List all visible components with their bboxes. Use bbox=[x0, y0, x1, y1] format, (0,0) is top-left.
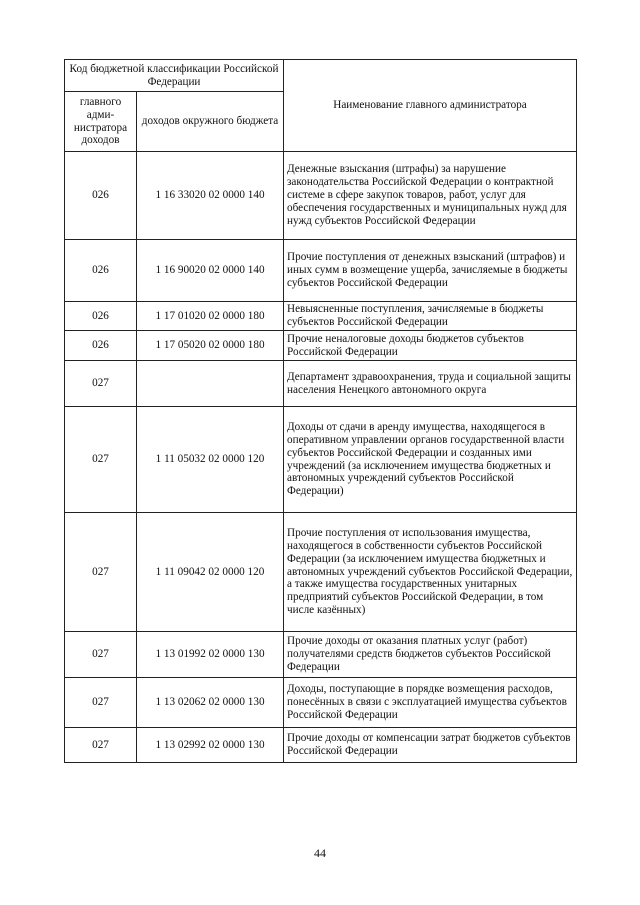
income-code-cell: 1 13 01992 02 0000 130 bbox=[137, 632, 284, 678]
admin-code-cell: 027 bbox=[65, 513, 137, 632]
administrator-name-cell: Доходы от сдачи в аренду имущества, находящегося в оперативном управлении органов государственной власти субъектов Российской Федерации и созданных ими учреждений (за исключением имущества бюджетных и автономных учреждений субъектов Российской Федерации) bbox=[284, 407, 577, 513]
administrator-name-cell: Прочие доходы от компенсации затрат бюджетов субъектов Российской Федерации bbox=[284, 728, 577, 763]
header-administrator-name: Наименование главного администратора bbox=[284, 60, 577, 152]
table-row bbox=[65, 331, 577, 361]
administrator-name-cell: Прочие доходы от оказания платных услуг (работ) получателями средств бюджетов субъектов Российской Федерации bbox=[284, 632, 577, 678]
table-row bbox=[65, 728, 577, 763]
table-row bbox=[65, 678, 577, 728]
administrator-name-cell: Доходы, поступающие в порядке возмещения расходов, понесённых в связи с эксплуатацией имущества субъектов Российской Федерации bbox=[284, 678, 577, 728]
admin-code-cell: 027 bbox=[65, 728, 137, 763]
admin-code-cell: 026 bbox=[65, 240, 137, 302]
income-code-cell: 1 17 05020 02 0000 180 bbox=[137, 331, 284, 361]
department-name-cell: Департамент здравоохранения, труда и социальной защиты населения Ненецкого автономного округа bbox=[284, 361, 577, 407]
administrator-name-cell: Прочие поступления от использования имущества, находящегося в собственности субъектов Российской Федерации (за исключением имущества бюджетных и автономных учреждений субъектов Российской Федерации, а также имущества государственных унитарных предприятий субъектов Российской Федерации, в том числе казённых) bbox=[284, 513, 577, 632]
admin-code-cell: 026 bbox=[65, 302, 137, 331]
admin-code-cell: 026 bbox=[65, 152, 137, 240]
table-row bbox=[65, 407, 577, 513]
table-row bbox=[65, 240, 577, 302]
income-code-cell: 1 16 90020 02 0000 140 bbox=[137, 240, 284, 302]
administrator-name-cell: Прочие поступления от денежных взысканий (штрафов) и иных сумм в возмещение ущерба, зачисляемые в бюджеты субъектов Российской Федерации bbox=[284, 240, 577, 302]
department-row bbox=[65, 361, 577, 407]
income-code-cell: 1 11 09042 02 0000 120 bbox=[137, 513, 284, 632]
table-row bbox=[65, 152, 577, 240]
administrator-name-cell: Невыясненные поступления, зачисляемые в бюджеты субъектов Российской Федерации bbox=[284, 302, 577, 331]
header-main-administrator: главного адми-нистратора доходов bbox=[65, 92, 137, 152]
admin-code-cell: 027 bbox=[65, 407, 137, 513]
income-code-cell: 1 17 01020 02 0000 180 bbox=[137, 302, 284, 331]
administrator-name-cell: Прочие неналоговые доходы бюджетов субъектов Российской Федерации bbox=[284, 331, 577, 361]
income-code-cell: 1 11 05032 02 0000 120 bbox=[137, 407, 284, 513]
budget-classification-table bbox=[64, 59, 577, 763]
income-code-cell bbox=[137, 361, 284, 407]
income-code-cell: 1 16 33020 02 0000 140 bbox=[137, 152, 284, 240]
admin-code-cell: 027 bbox=[65, 632, 137, 678]
income-code-cell: 1 13 02062 02 0000 130 bbox=[137, 678, 284, 728]
table-row bbox=[65, 302, 577, 331]
header-row-group bbox=[65, 60, 577, 92]
table-row bbox=[65, 513, 577, 632]
admin-code-cell: 026 bbox=[65, 331, 137, 361]
header-district-income: доходов окружного бюджета bbox=[137, 92, 284, 152]
admin-code-cell: 027 bbox=[65, 361, 137, 407]
income-code-cell: 1 13 02992 02 0000 130 bbox=[137, 728, 284, 763]
admin-code-cell: 027 bbox=[65, 678, 137, 728]
administrator-name-cell: Денежные взыскания (штрафы) за нарушение законодательства Российской Федерации о контрактной системе в сфере закупок товаров, работ, услуг для обеспечения государственных и муниципальных нужд для нужд субъектов Российской Федерации bbox=[284, 152, 577, 240]
header-budget-code-group: Код бюджетной классификации Российской Федерации bbox=[65, 60, 284, 92]
page-number: 44 bbox=[314, 846, 326, 860]
table-row bbox=[65, 632, 577, 678]
